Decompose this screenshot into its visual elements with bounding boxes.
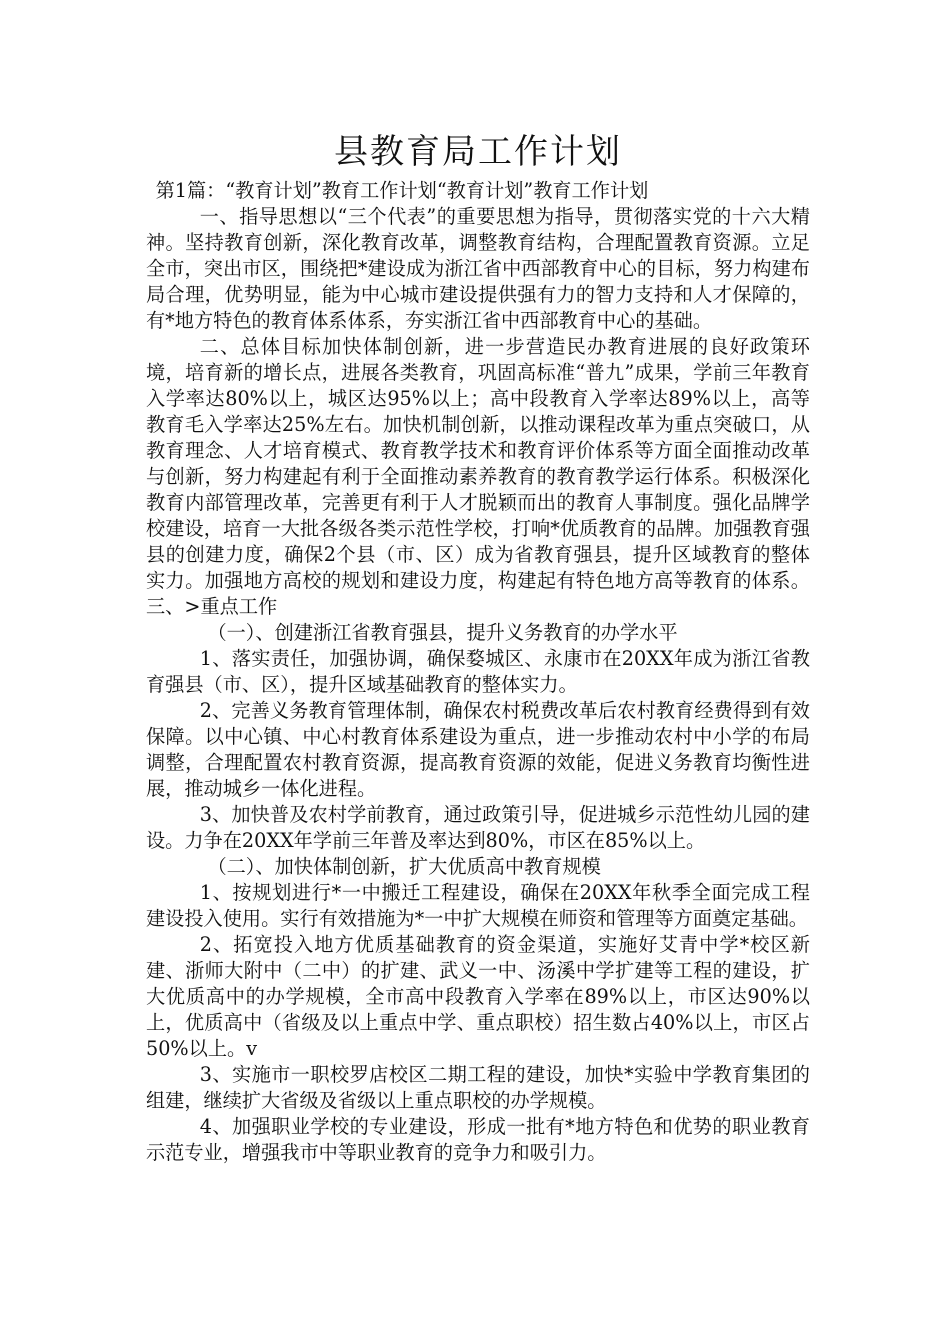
document-page bbox=[146, 128, 810, 1166]
list-item: 3、实施市一职校罗店校区二期工程的建设，加快*实验中学教育集团的组建，继续扩大省级及省级以上重点职校的办学规模。 bbox=[146, 1063, 810, 1112]
paragraph-guiding-ideology: 一、指导思想以“三个代表”的重要思想为指导，贯彻落实党的十六大精神。坚持教育创新，深化教育改革，调整教育结构，合理配置教育资源。立足全市，突出市区，围绕把*建设成为浙江省中西部教育中心的目标，努力构建布局合理，优势明显，能为中心城市建设提供强有力的智力支持和人才保障的，有*地方特色的教育体系体系，夯实浙江省中西部教育中心的基础。 bbox=[146, 205, 810, 332]
list-item: 1、落实责任，加强协调，确保婺城区、永康市在20XX年成为浙江省教育强县（市、区），提升区域基础教育的整体实力。 bbox=[146, 647, 810, 696]
document-title: 县教育局工作计划 bbox=[334, 132, 622, 172]
list-item: 1、按规划进行*一中搬迁工程建设，确保在20XX年秋季全面完成工程建设投入使用。实行有效措施为*一中扩大规模在师资和管理等方面奠定基础。 bbox=[146, 881, 810, 930]
section-heading-2: （二）、加快体制创新，扩大优质高中教育规模 bbox=[207, 855, 601, 878]
list-item: 2、拓宽投入地方优质基础教育的资金渠道，实施好艾青中学*校区新建、浙师大附中（二中）的扩建、武义一中、汤溪中学扩建等工程的建设，扩大优质高中的办学规模，全市高中段教育入学率在89%以上，市区达90%以上，优质高中（省级及以上重点中学、重点职校）招生数占40%以上，市区占50%以上。v bbox=[146, 933, 810, 1060]
document-subtitle: 第1篇：“教育计划”教育工作计划“教育计划”教育工作计划 bbox=[155, 179, 649, 202]
list-item: 3、加快普及农村学前教育，通过政策引导，促进城乡示范性幼儿园的建设。力争在20XX年学前三年普及率达到80%，市区在85%以上。 bbox=[146, 803, 810, 852]
paragraph-overall-goals: 二、总体目标加快体制创新，进一步营造民办教育进展的良好政策环境，培育新的增长点，进展各类教育，巩固高标准“普九”成果，学前三年教育入学率达80%以上，城区达95%以上；高中段教育入学率达89%以上，高等教育毛入学率达25%左右。加快机制创新，以推动课程改革为重点突破口，从教育理念、人才培育模式、教育教学技术和教育评价体系等方面全面推动改革与创新，努力构建起有利于全面推动素养教育的教育教学运行体系。积极深化教育内部管理改革，完善更有利于人才脱颖而出的教育人事制度。强化品牌学校建设，培育一大批各级各类示范性学校，打响*优质教育的品牌。加强教育强县的创建力度，确保2个县（市、区）成为省教育强县，提升区域教育的整体实力。加强地方高校的规划和建设力度，构建起有特色地方高等教育的体系。三、>重点工作 bbox=[146, 335, 810, 618]
list-item: 4、加强职业学校的专业建设，形成一批有*地方特色和优势的职业教育示范专业，增强我市中等职业教育的竞争力和吸引力。 bbox=[146, 1115, 810, 1164]
list-item: 2、完善义务教育管理体制，确保农村税费改革后农村教育经费得到有效保障。以中心镇、中心村教育体系建设为重点，进一步推动农村中小学的布局调整，合理配置农村教育资源，提高教育资源的效能，促进义务教育均衡性进展，推动城乡一体化进程。 bbox=[146, 699, 810, 800]
section-heading-1: （一）、创建浙江省教育强县，提升义务教育的办学水平 bbox=[207, 621, 678, 644]
